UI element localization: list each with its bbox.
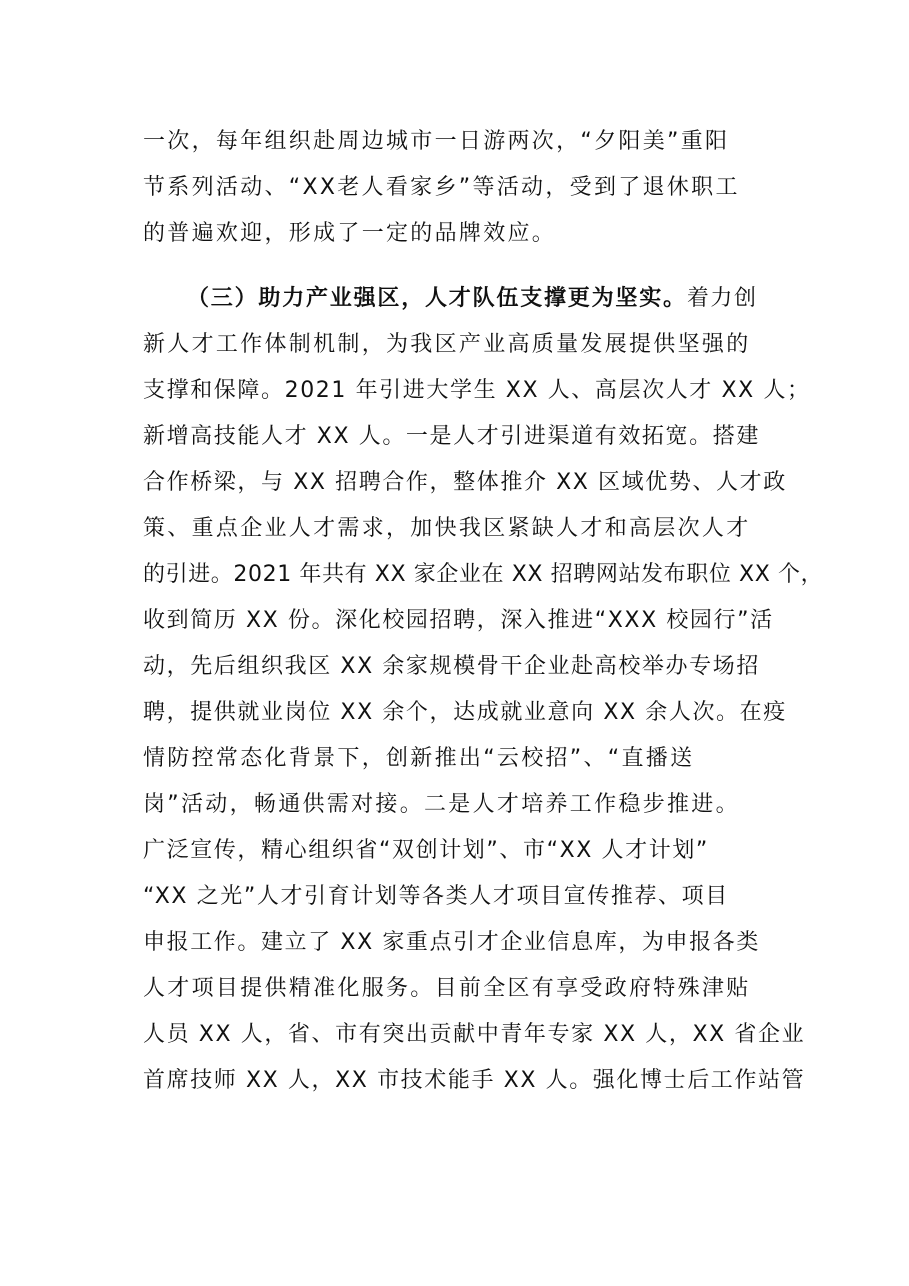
text-line: 新增高技能人才 XX 人。一是人才引进渠道有效拓宽。搭建 (143, 424, 760, 449)
text-line: 聘，提供就业岗位 XX 余个，达成就业意向 XX 余人次。在疫 (143, 700, 787, 725)
text-line: 新人才工作体制机制，为我区产业高质量发展提供坚强的 (143, 332, 751, 357)
text-line: 首席技师 XX 人，XX 市技术能手 XX 人。强化博士后工作站管 (143, 1068, 806, 1093)
section-heading-tail: 着力创 (686, 286, 758, 311)
text-line: 节系列活动、“XX老人看家乡”等活动，受到了退休职工 (143, 175, 740, 200)
text-line: 岗”活动，畅通供需对接。二是人才培养工作稳步推进。 (143, 792, 740, 817)
text-line: 合作桥梁，与 XX 招聘合作，整体推介 XX 区域优势、人才政 (143, 470, 787, 495)
text-line: 一次，每年组织赴周边城市一日游两次，“夕阳美”重阳 (143, 129, 730, 154)
section-heading-line (187, 284, 823, 314)
text-line: 的普遍欢迎，形成了一定的品牌效应。 (143, 221, 557, 246)
text-line: 的引进。2021 年共有 XX 家企业在 XX 招聘网站发布职位 XX 个， (143, 562, 824, 587)
text-line: 人员 XX 人，省、市有突出贡献中青年专家 XX 人，XX 省企业 (143, 1022, 806, 1047)
text-line: 广泛宣传，精心组织省“双创计划”、市“XX 人才计划” (143, 838, 709, 863)
text-line: 动，先后组织我区 XX 余家规模骨干企业赴高校举办专场招 (143, 654, 760, 679)
section-heading: （三）助力产业强区，人才队伍支撑更为坚实。 (187, 286, 687, 311)
text-line: 人才项目提供精准化服务。目前全区有享受政府特殊津贴 (143, 976, 751, 1001)
text-line: “XX 之光”人才引育计划等各类人才项目宣传推荐、项目 (143, 884, 729, 909)
text-line: 策、重点企业人才需求，加快我区紧缺人才和高层次人才 (143, 516, 751, 541)
text-line: 申报工作。建立了 XX 家重点引才企业信息库，为申报各类 (143, 930, 760, 955)
text-line: 情防控常态化背景下，创新推出“云校招”、“直播送 (143, 746, 695, 771)
text-line: 支撑和保障。2021 年引进大学生 XX 人、高层次人才 XX 人； (143, 378, 811, 403)
text-line: 收到简历 XX 份。深化校园招聘，深入推进“XXX 校园行”活 (143, 608, 774, 633)
